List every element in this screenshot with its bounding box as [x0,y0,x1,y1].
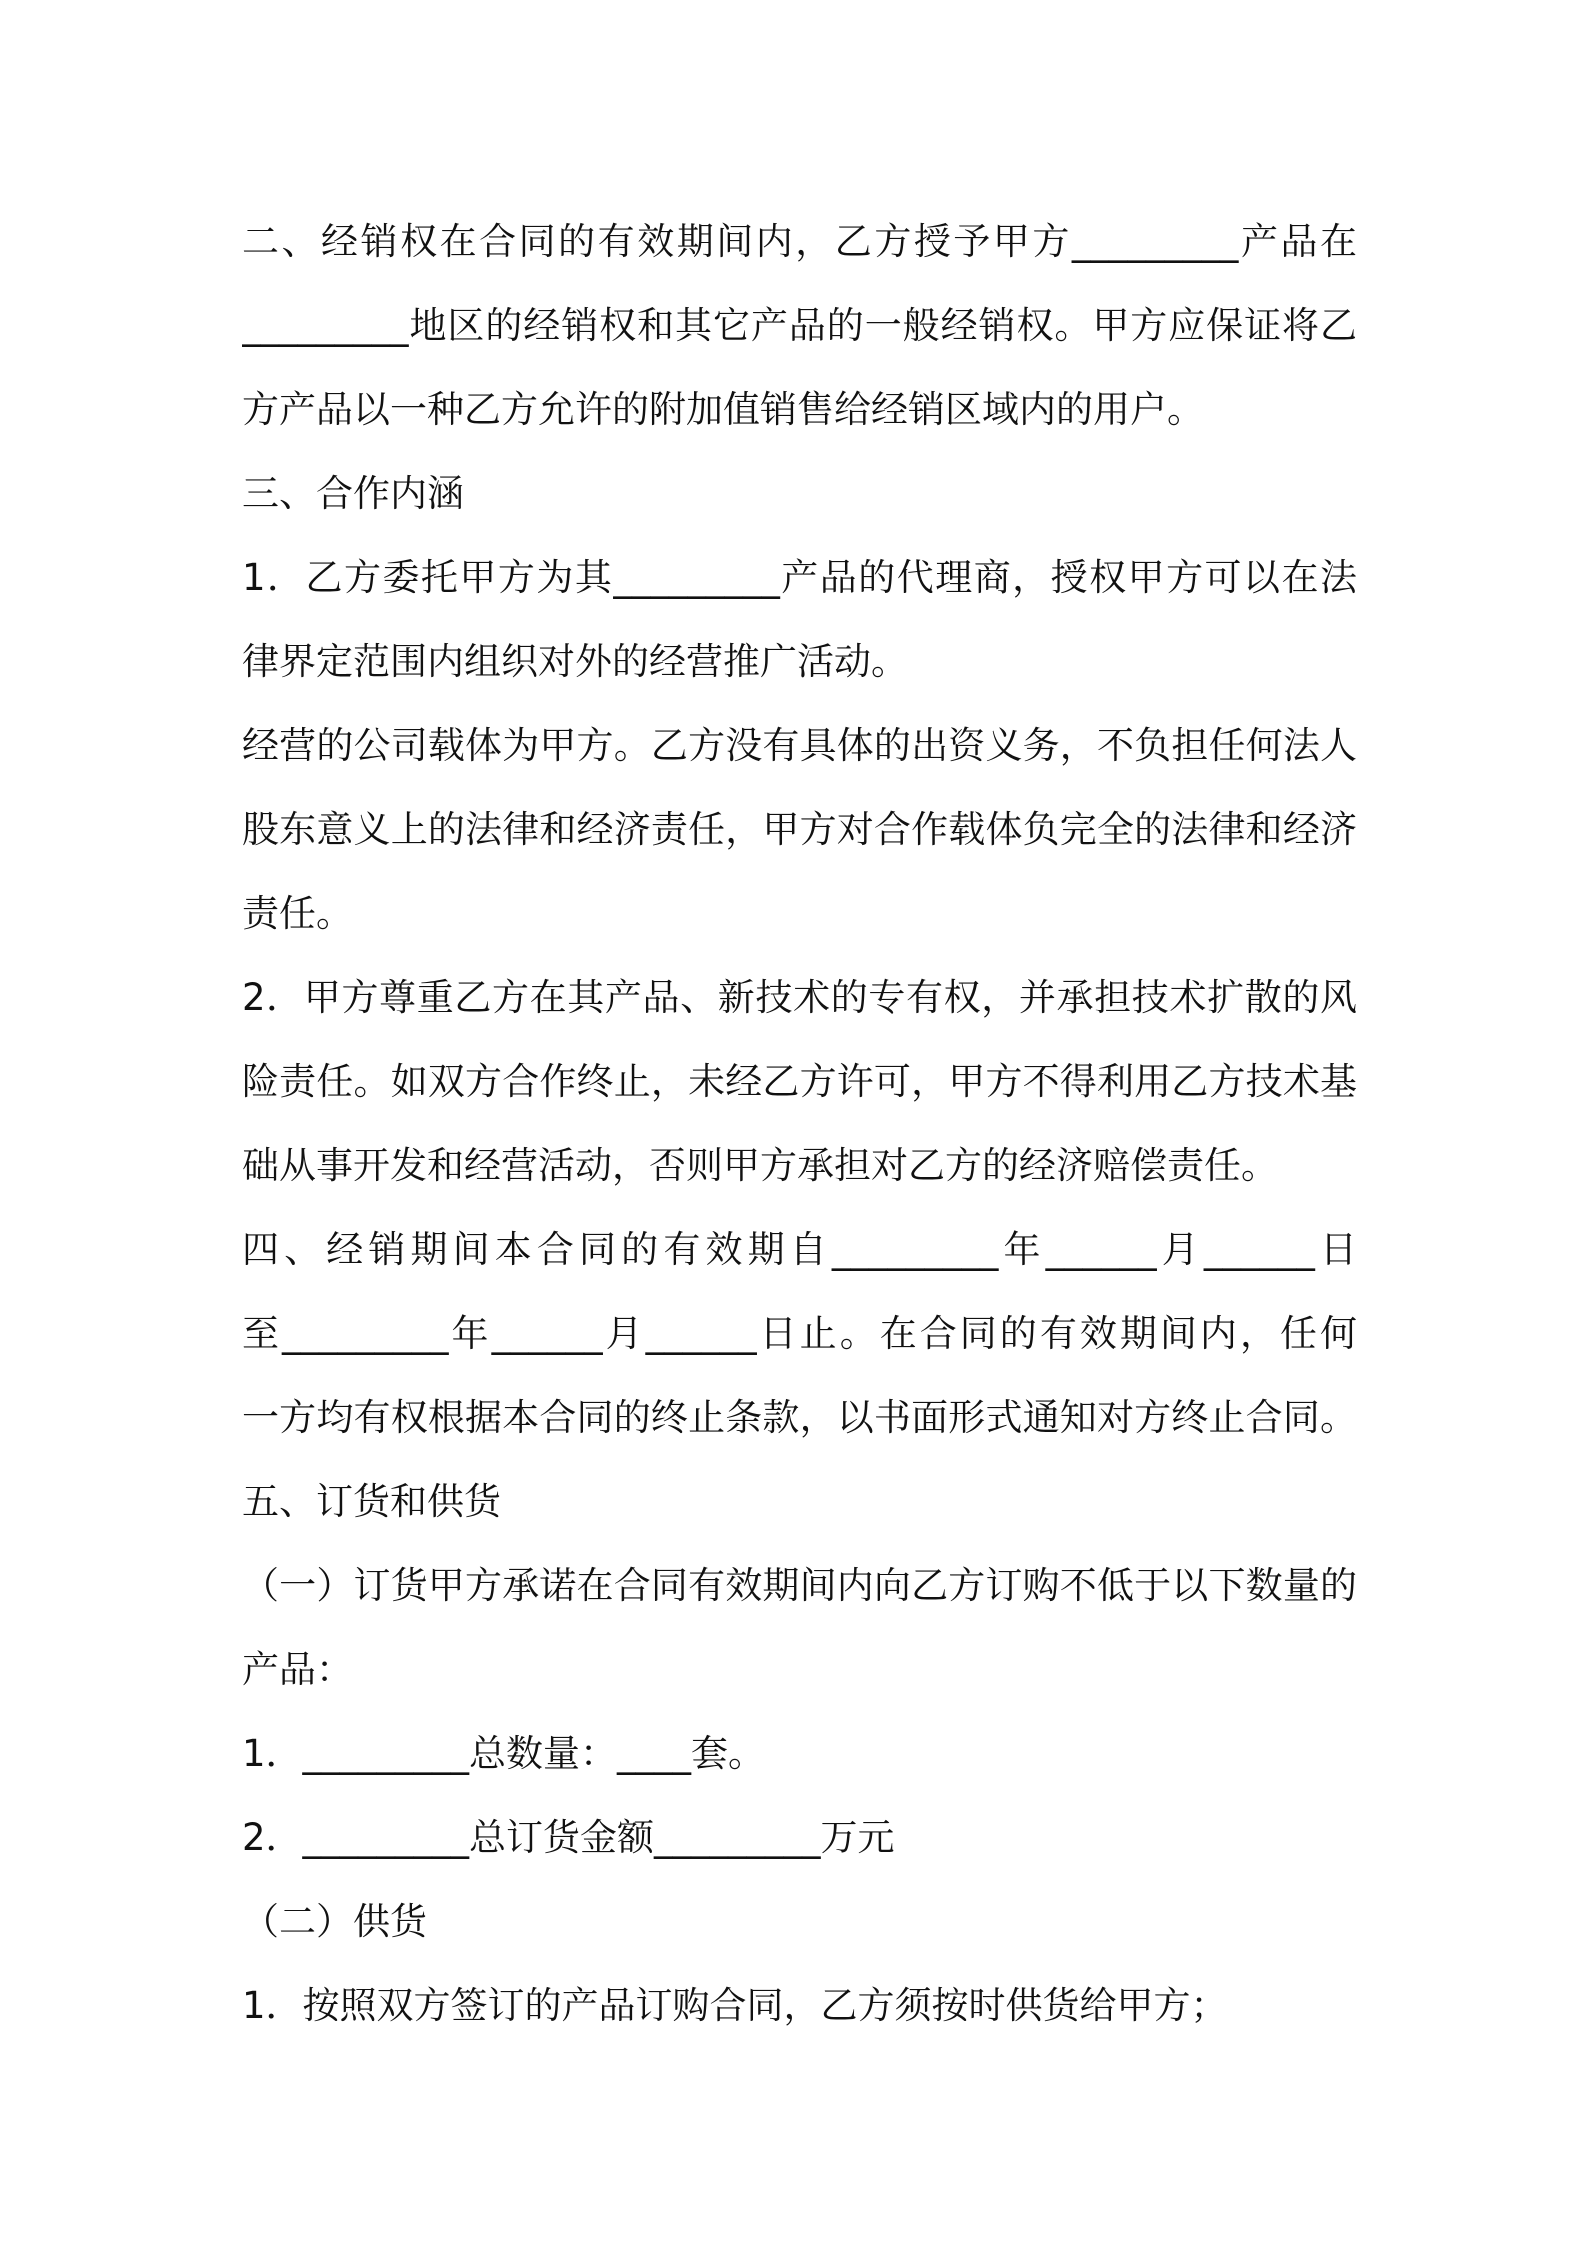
text-line: 础从事开发和经营活动，否则甲方承担对乙方的经济赔偿责任。 [242,1144,1278,1187]
text-line: 险责任。如双方合作终止，未经乙方许可，甲方不得利用乙方技术基 [242,1060,1357,1103]
text-line: 责任。 [242,892,353,935]
text-line: 方产品以一种乙方允许的附加值销售给经销区域内的用户。 [242,388,1204,431]
document-body [242,200,1357,2048]
section-heading: 四、经销期间本合同的有效期自_________年______月______日 [242,1228,1357,1271]
text-line: 2．_________总订货金额_________万元 [242,1816,895,1859]
subsection-heading: （二）供货 [242,1900,427,1943]
section-heading: 五、订货和供货 [242,1480,501,1523]
text-line: _________地区的经销权和其它产品的一般经销权。甲方应保证将乙 [242,304,1357,347]
text-line: 1．按照双方签订的产品订购合同，乙方须按时供货给甲方； [242,1984,1228,2027]
section-heading: 三、合作内涵 [242,472,464,515]
text-line: 产品： [242,1648,353,1691]
text-line: （一）订货甲方承诺在合同有效期间内向乙方订购不低于以下数量的 [242,1564,1357,1607]
text-line: 1．乙方委托甲方为其_________产品的代理商，授权甲方可以在法 [242,556,1357,599]
text-line: 律界定范围内组织对外的经营推广活动。 [242,640,908,683]
text-line: 至_________年______月______日止。在合同的有效期间内，任何 [242,1312,1357,1355]
text-line: 1．_________总数量：____套。 [242,1732,766,1775]
text-line: 股东意义上的法律和经济责任，甲方对合作载体负完全的法律和经济 [242,808,1357,851]
text-line: 一方均有权根据本合同的终止条款，以书面形式通知对方终止合同。 [242,1396,1357,1439]
text-line: 经营的公司载体为甲方。乙方没有具体的出资义务，不负担任何法人 [242,724,1357,767]
text-line: 二、经销权在合同的有效期间内，乙方授予甲方_________产品在 [242,220,1357,263]
text-line: 2．甲方尊重乙方在其产品、新技术的专有权，并承担技术扩散的风 [242,976,1357,1019]
